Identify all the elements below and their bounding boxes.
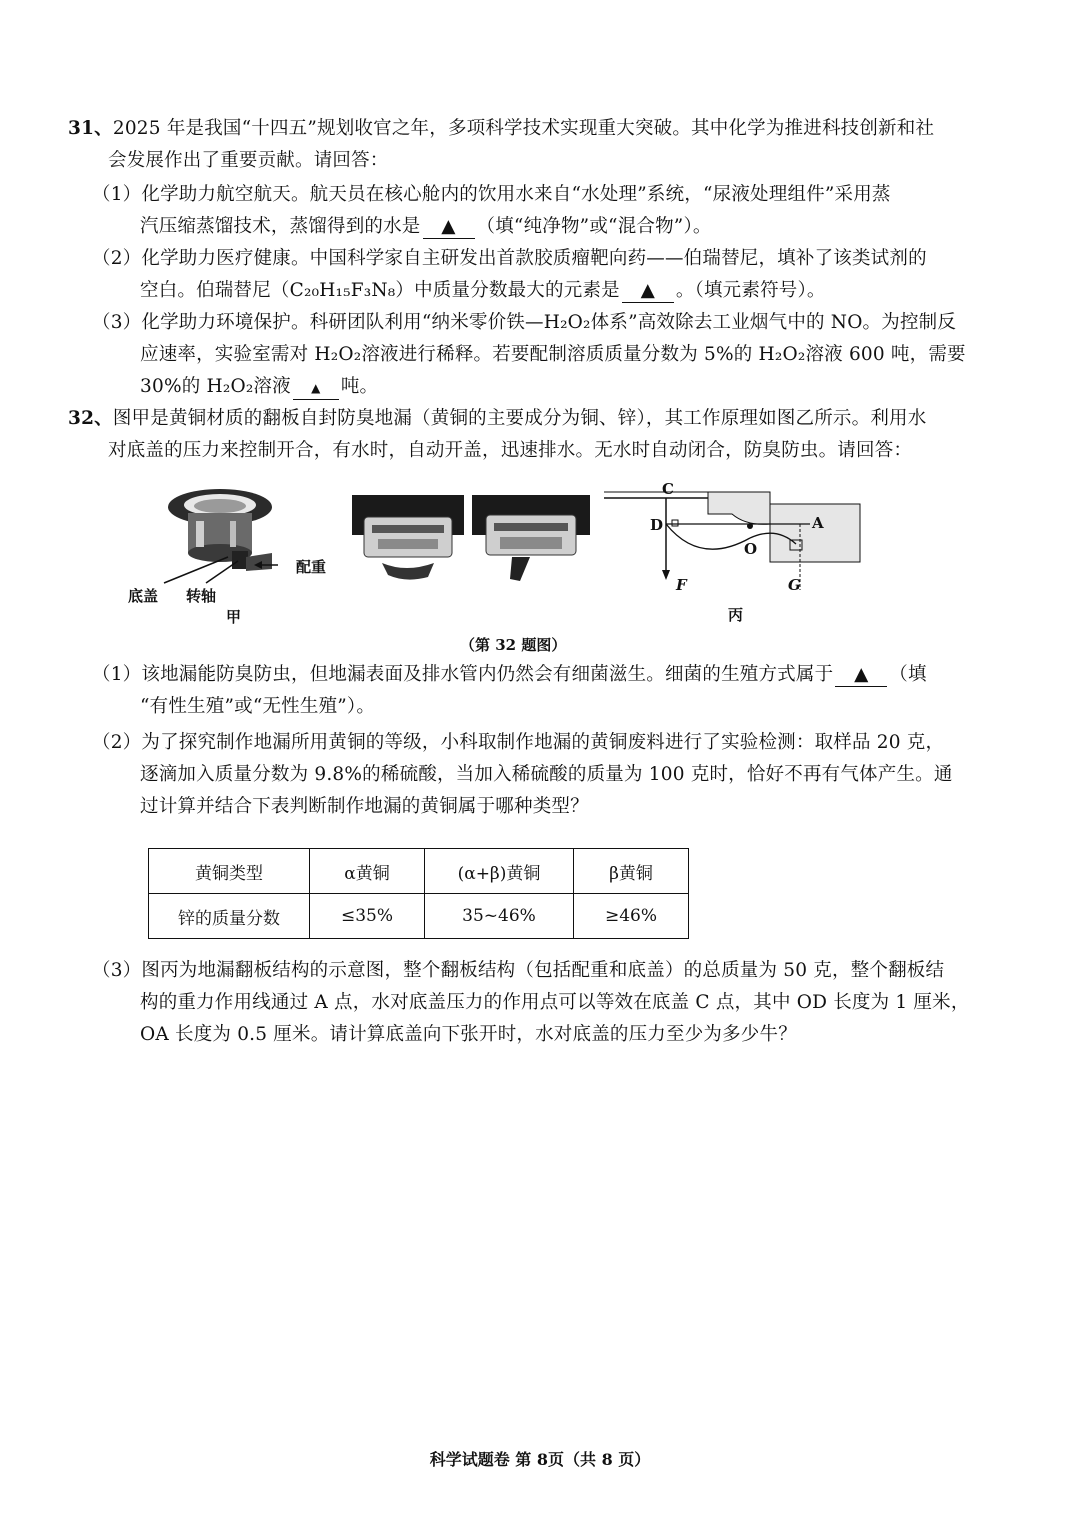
q31-part2-answer-blank[interactable] — [622, 280, 674, 303]
q32-part3-line-3: OA 长度为 0.5 厘米。请计算底盖向下张开时，水对底盖的压力至少为多少牛？ — [140, 1024, 797, 1045]
point-d: D — [650, 516, 664, 534]
table-row — [149, 894, 689, 939]
q32-part3-line-1: （3）图丙为地漏翻板结构的示意图，整个翻板结构（包括配重和底盖）的总质量为 50 克，整个翻板结 — [92, 960, 945, 981]
table-cell: ≥46% — [574, 894, 689, 939]
brass-type-table — [148, 848, 689, 939]
q31-part3-line-2: 应速率，实验室需对 H₂O₂溶液进行稀释。若要配制溶质质量分数为 5%的 H₂O₂溶液 600 吨，需要 — [140, 344, 966, 365]
q31-stem-line-2: 会发展作出了重要贡献。请回答： — [108, 150, 389, 171]
q32-part2-line-2: 逐滴加入质量分数为 9.8%的稀硫酸，当加入稀硫酸的质量为 100 克时，恰好不再有气体产生。通 — [140, 764, 953, 785]
q31-part1-line-1: （1）化学助力航空航天。航天员在核心舱内的饮用水来自“水处理”系统，“尿液处理组件”采用蒸 — [92, 184, 891, 205]
label-bottom-cover: 底盖 — [128, 587, 159, 605]
table-cell: 黄铜类型 — [149, 849, 310, 894]
page-footer: 科学试题卷 第 8页（共 8 页） — [429, 1450, 651, 1469]
figure-yi-open — [472, 495, 590, 587]
point-a: A — [812, 514, 824, 532]
q31-part2-text: 空白。伯瑞替尼（C₂₀H₁₅F₃N₈）中质量分数最大的元素是 — [140, 280, 620, 301]
q31-part3-line-3 — [140, 372, 378, 402]
table-cell: ≤35% — [310, 894, 425, 939]
q32-part2-line-1: （2）为了探究制作地漏所用黄铜的等级，小科取制作地漏的黄铜废料进行了实验检测：取样品 20 克， — [92, 732, 945, 753]
figure-yi-closed — [352, 495, 464, 583]
q31-number: 31、 — [68, 118, 113, 139]
triangle-icon: ▲ — [441, 216, 456, 237]
label-rotating-axis: 转轴 — [186, 587, 217, 605]
figure-bing-schematic — [600, 478, 862, 596]
q31-part3-unit: 吨。 — [340, 376, 379, 397]
q32-part1-line-2: “有性生殖”或“无性生殖”）。 — [140, 696, 376, 717]
q32-part1-hint-start: （填 — [889, 664, 927, 685]
table-cell: β黄铜 — [574, 849, 689, 894]
q32-part3-line-2: 构的重力作用线通过 A 点，水对底盖压力的作用点可以等效在底盖 C 点，其中 OD 长度为 1 厘米， — [140, 992, 970, 1013]
label-bing: 丙 — [728, 606, 744, 624]
q32-part2-line-3: 过计算并结合下表判断制作地漏的黄铜属于哪种类型？ — [140, 796, 589, 817]
triangle-icon: ▲ — [854, 664, 869, 685]
q31-stem-line-1 — [68, 114, 934, 144]
label-jia: 甲 — [226, 608, 242, 626]
table-header-row — [149, 849, 689, 894]
table-cell: α黄铜 — [310, 849, 425, 894]
q31-part1-hint: （填“纯净物”或“混合物”）。 — [476, 216, 712, 237]
triangle-icon: ▲ — [311, 381, 321, 395]
figure-caption: （第 32 题图） — [460, 636, 567, 654]
force-f-arrow — [662, 570, 670, 580]
force-g-label: G — [788, 576, 801, 594]
label-counterweight: 配重 — [296, 558, 327, 576]
q31-part1-line-2 — [140, 212, 712, 242]
triangle-icon: ▲ — [640, 280, 656, 301]
q31-part2-line-2 — [140, 276, 826, 306]
q31-stem-text-1: 2025 年是我国“十四五”规划收官之年，多项科学技术实现重大突破。其中化学为推进科技创新和社 — [112, 118, 935, 139]
q31-part3-text: 30%的 H₂O₂溶液 — [140, 376, 291, 397]
q31-part2-line-1: （2）化学助力医疗健康。中国科学家自主研发出首款胶质瘤靶向药——伯瑞替尼，填补了该类试剂的 — [92, 248, 927, 269]
force-f-label: F — [676, 576, 687, 594]
q31-part1-answer-blank[interactable] — [423, 216, 475, 239]
q31-part3-answer-blank[interactable] — [293, 377, 339, 400]
q32-stem-line-1 — [68, 404, 926, 434]
q32-stem-line-2: 对底盖的压力来控制开合，有水时，自动开盖，迅速排水。无水时自动闭合，防臭防虫。请回答： — [108, 440, 913, 461]
table-cell: 锌的质量分数 — [149, 894, 310, 939]
q31-part1-text: 汽压缩蒸馏技术，蒸馏得到的水是 — [140, 216, 421, 237]
point-o: O — [744, 540, 758, 558]
point-c: C — [662, 480, 674, 498]
q32-stem-text-1: 图甲是黄铜材质的翻板自封防臭地漏（黄铜的主要成分为铜、锌），其工作原理如图乙所示。利用水 — [112, 408, 927, 429]
q31-part2-hint: 。（填元素符号）。 — [675, 280, 826, 301]
drain-body — [770, 504, 860, 562]
q31-part3-line-1: （3）化学助力环境保护。科研团队利用“纳米零价铁—H₂O₂体系”高效除去工业烟气中的 NO。为控制反 — [92, 312, 957, 333]
q32-part1-line-1 — [92, 660, 927, 690]
table-cell: 35~46% — [425, 894, 574, 939]
q32-part1-text: （1）该地漏能防臭防虫，但地漏表面及排水管内仍然会有细菌滋生。细菌的生殖方式属于 — [92, 664, 834, 685]
q32-number: 32、 — [68, 408, 113, 429]
table-cell: (α+β)黄铜 — [425, 849, 574, 894]
q32-part1-answer-blank[interactable] — [835, 664, 887, 687]
pivot-o — [747, 523, 753, 529]
